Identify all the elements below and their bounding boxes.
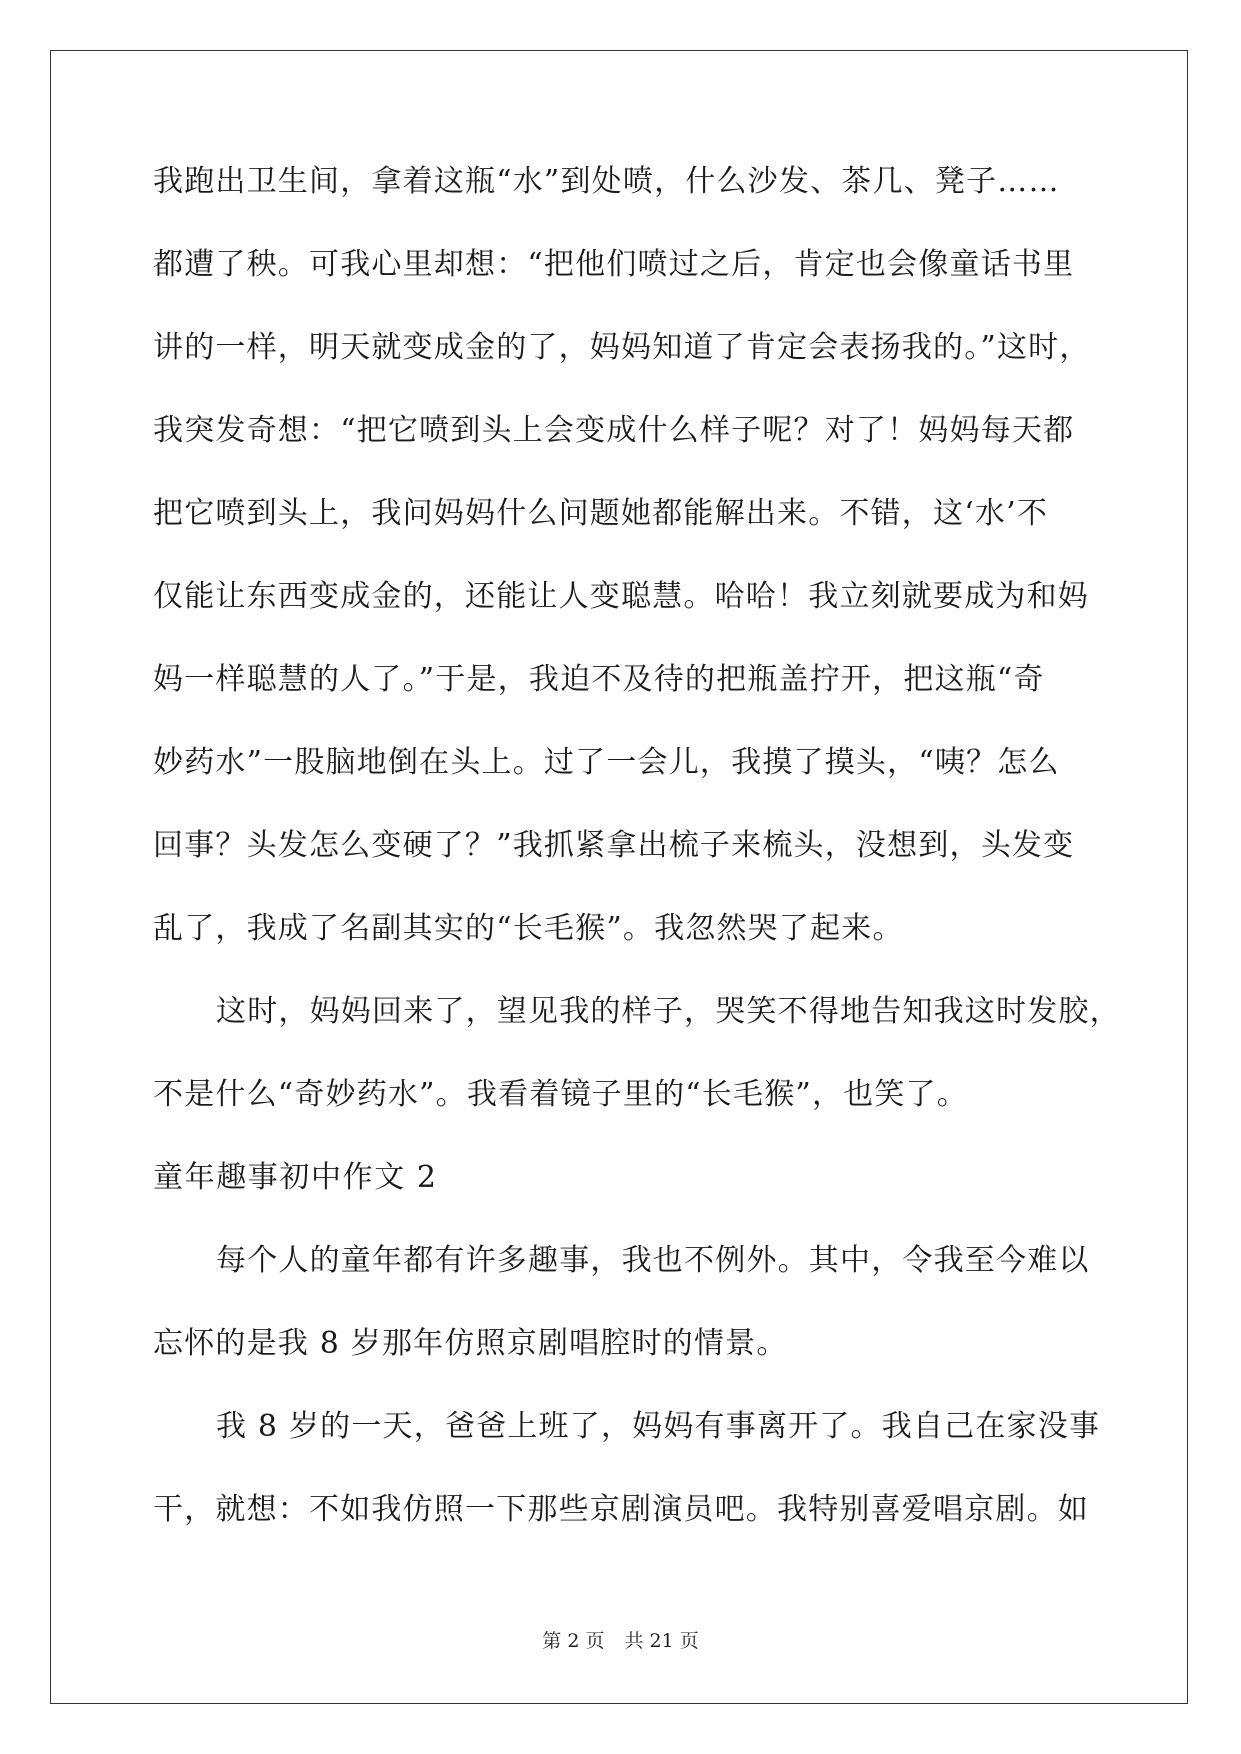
- text-line: 忘怀的是我 8 岁那年仿照京剧唱腔时的情景。: [153, 1326, 788, 1361]
- text-line: 妙药水”一股脑地倒在头上。过了一会儿，我摸了摸头，“咦？怎么: [153, 745, 1060, 780]
- text-line: 把它喷到头上，我问妈妈什么问题她都能解出来。不错，这‘水’不: [153, 496, 1049, 531]
- text-line: 讲的一样，明天就变成金的了，妈妈知道了肯定会表扬我的。”这时，: [153, 330, 1091, 365]
- page-footer: [0, 1626, 1241, 1653]
- text-line: 我跑出卫生间，拿着这瓶“水”到处喷，什么沙发、茶几、凳子……: [153, 164, 1060, 199]
- paragraph-start-line: 每个人的童年都有许多趣事，我也不例外。其中，令我至今难以: [216, 1243, 1090, 1278]
- text-line: 仅能让东西变成金的，还能让人变聪慧。哈哈！我立刻就要成为和妈: [153, 579, 1089, 614]
- page-number: 第 2 页: [542, 1630, 605, 1652]
- document-body: [153, 162, 1121, 1573]
- section-heading: 童年趣事初中作文 2: [153, 1160, 438, 1195]
- paragraph-start-line: 我 8 岁的一天，爸爸上班了，妈妈有事离开了。我自己在家没事: [216, 1409, 1101, 1444]
- text-line: 乱了，我成了名副其实的“长毛猴”。我忽然哭了起来。: [153, 911, 904, 946]
- text-line: 我突发奇想：“把它喷到头上会变成什么样子呢？对了！妈妈每天都: [153, 413, 1075, 448]
- text-line: 都遭了秧。可我心里却想：“把他们喷过之后，肯定也会像童话书里: [153, 247, 1075, 282]
- paragraph-start-line: 这时，妈妈回来了，望见我的样子，哭笑不得地告知我这时发胶，: [216, 994, 1121, 1029]
- text-line: 干，就想：不如我仿照一下那些京剧演员吧。我特别喜爱唱京剧。如: [153, 1492, 1089, 1527]
- text-line: 不是什么“奇妙药水”。我看着镜子里的“长毛猴”，也笑了。: [153, 1077, 968, 1112]
- page-total: 共 21 页: [624, 1630, 699, 1652]
- text-line: 妈一样聪慧的人了。”于是，我迫不及待的把瓶盖拧开，把这瓶“奇: [153, 662, 1045, 697]
- text-line: 回事？头发怎么变硬了？”我抓紧拿出梳子来梳头，没想到，头发变: [153, 828, 1075, 863]
